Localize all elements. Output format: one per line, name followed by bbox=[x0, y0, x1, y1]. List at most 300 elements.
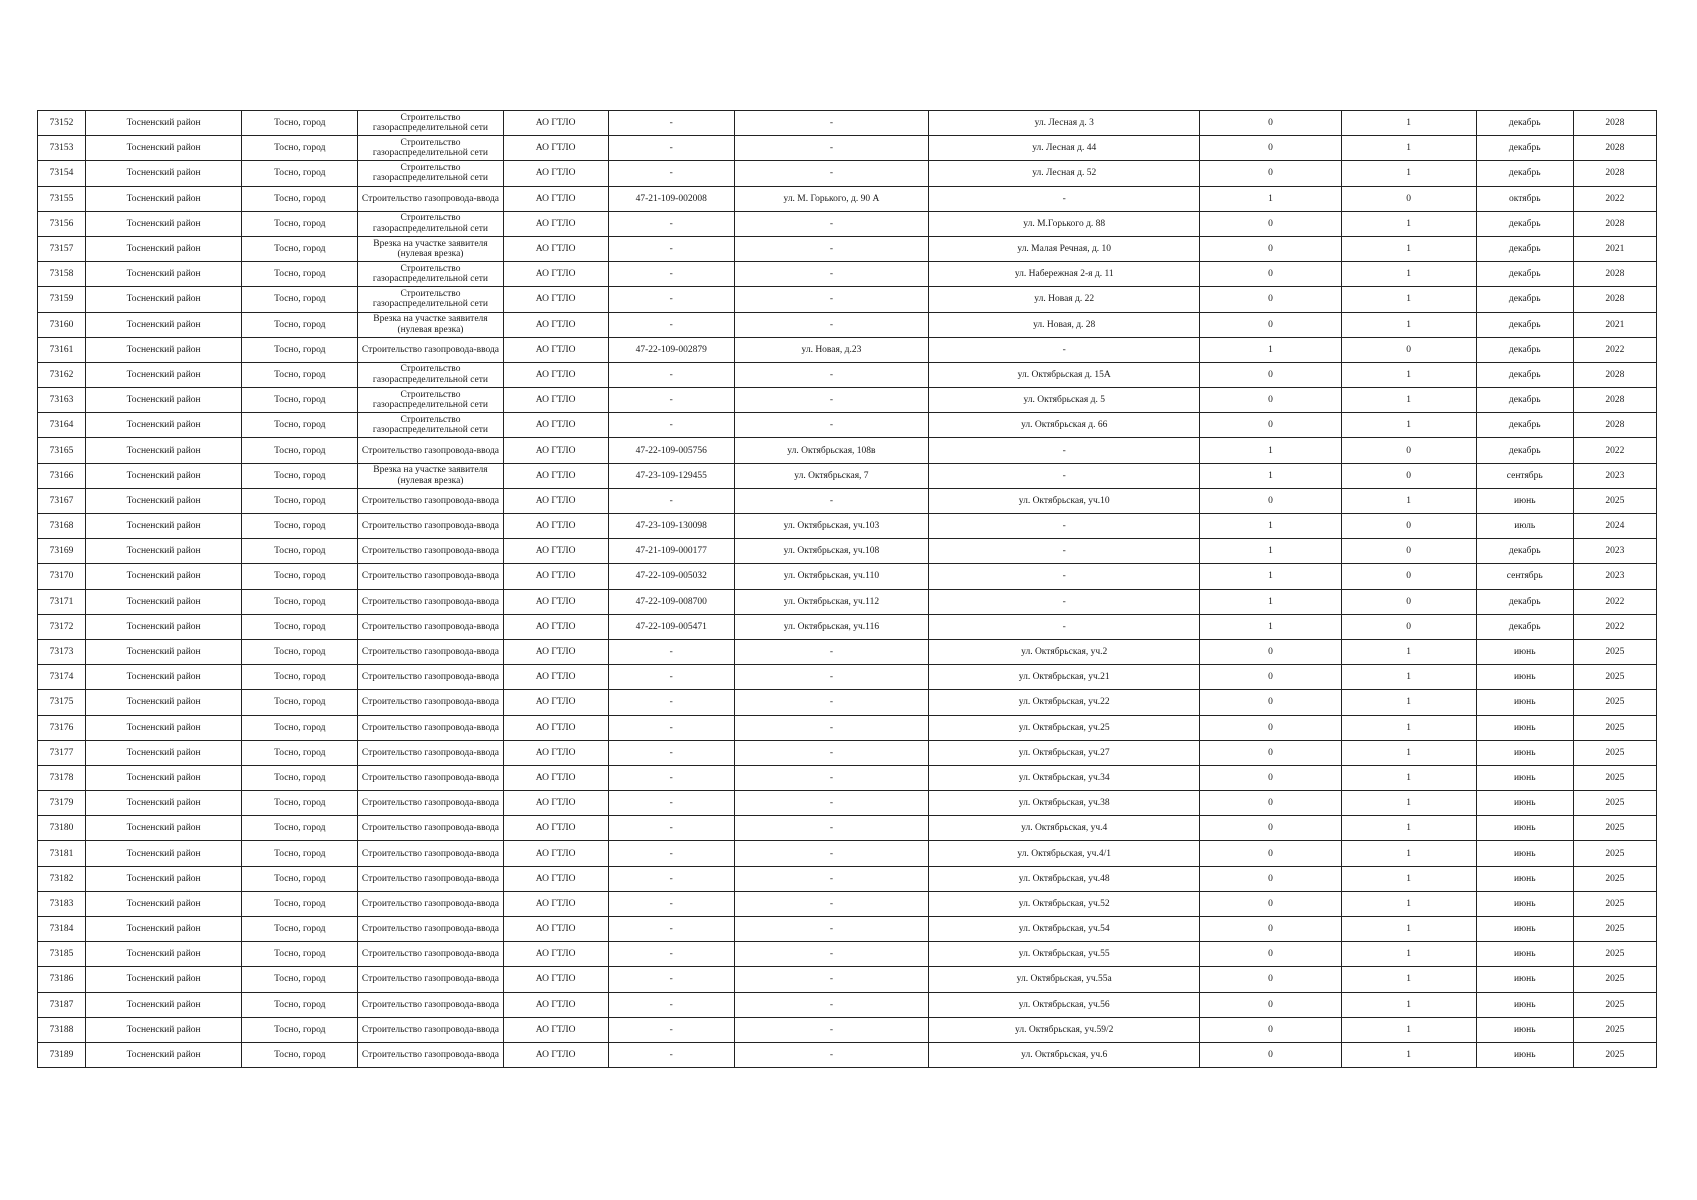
organization-cell: АО ГТЛО bbox=[503, 665, 608, 690]
district-cell: Тосненский район bbox=[86, 312, 242, 337]
year-cell: 2022 bbox=[1573, 614, 1656, 639]
locality-cell: Тосно, город bbox=[242, 614, 358, 639]
request-number-cell: - bbox=[608, 413, 734, 438]
table-row bbox=[38, 1017, 1657, 1042]
object-address-cell: ул. Октябрьская, уч.34 bbox=[929, 765, 1200, 790]
month-cell: декабрь bbox=[1476, 614, 1573, 639]
work-type-cell: Врезка на участке заявителя (нулевая врезка) bbox=[358, 312, 503, 337]
district-cell: Тосненский район bbox=[86, 463, 242, 488]
request-number-cell: - bbox=[608, 312, 734, 337]
row-id-cell: 73186 bbox=[38, 967, 86, 992]
row-id-cell: 73173 bbox=[38, 639, 86, 664]
count-b-cell: 1 bbox=[1341, 362, 1476, 387]
table-row bbox=[38, 917, 1657, 942]
year-cell: 2028 bbox=[1573, 388, 1656, 413]
month-cell: декабрь bbox=[1476, 211, 1573, 236]
work-type-cell: Строительство газораспределительной сети bbox=[358, 136, 503, 161]
work-type-cell: Строительство газопровода-ввода bbox=[358, 765, 503, 790]
locality-cell: Тосно, город bbox=[242, 791, 358, 816]
count-b-cell: 1 bbox=[1341, 841, 1476, 866]
request-number-cell: 47-22-109-002879 bbox=[608, 337, 734, 362]
applicant-address-cell: - bbox=[734, 262, 928, 287]
locality-cell: Тосно, город bbox=[242, 1017, 358, 1042]
organization-cell: АО ГТЛО bbox=[503, 211, 608, 236]
object-address-cell: - bbox=[929, 514, 1200, 539]
month-cell: июнь bbox=[1476, 791, 1573, 816]
year-cell: 2025 bbox=[1573, 665, 1656, 690]
work-type-cell: Строительство газопровода-ввода bbox=[358, 539, 503, 564]
row-id-cell: 73177 bbox=[38, 740, 86, 765]
count-b-cell: 1 bbox=[1341, 665, 1476, 690]
count-a-cell: 0 bbox=[1200, 1042, 1341, 1067]
organization-cell: АО ГТЛО bbox=[503, 1042, 608, 1067]
locality-cell: Тосно, город bbox=[242, 463, 358, 488]
month-cell: июнь bbox=[1476, 841, 1573, 866]
month-cell: октябрь bbox=[1476, 186, 1573, 211]
year-cell: 2028 bbox=[1573, 161, 1656, 186]
work-type-cell: Строительство газопровода-ввода bbox=[358, 740, 503, 765]
row-id-cell: 73156 bbox=[38, 211, 86, 236]
table-row bbox=[38, 992, 1657, 1017]
work-type-cell: Строительство газораспределительной сети bbox=[358, 161, 503, 186]
count-a-cell: 0 bbox=[1200, 690, 1341, 715]
work-type-cell: Строительство газопровода-ввода bbox=[358, 514, 503, 539]
year-cell: 2025 bbox=[1573, 967, 1656, 992]
month-cell: декабрь bbox=[1476, 413, 1573, 438]
count-b-cell: 1 bbox=[1341, 1042, 1476, 1067]
applicant-address-cell: - bbox=[734, 388, 928, 413]
locality-cell: Тосно, город bbox=[242, 136, 358, 161]
year-cell: 2025 bbox=[1573, 992, 1656, 1017]
organization-cell: АО ГТЛО bbox=[503, 816, 608, 841]
object-address-cell: ул. Лесная д. 3 bbox=[929, 111, 1200, 136]
request-number-cell: - bbox=[608, 740, 734, 765]
year-cell: 2024 bbox=[1573, 514, 1656, 539]
row-id-cell: 73188 bbox=[38, 1017, 86, 1042]
month-cell: декабрь bbox=[1476, 262, 1573, 287]
table-row bbox=[38, 539, 1657, 564]
organization-cell: АО ГТЛО bbox=[503, 791, 608, 816]
year-cell: 2025 bbox=[1573, 942, 1656, 967]
locality-cell: Тосно, город bbox=[242, 312, 358, 337]
locality-cell: Тосно, город bbox=[242, 1042, 358, 1067]
count-a-cell: 0 bbox=[1200, 816, 1341, 841]
year-cell: 2023 bbox=[1573, 539, 1656, 564]
object-address-cell: ул. Малая Речная, д. 10 bbox=[929, 236, 1200, 261]
organization-cell: АО ГТЛО bbox=[503, 866, 608, 891]
request-number-cell: - bbox=[608, 967, 734, 992]
locality-cell: Тосно, город bbox=[242, 639, 358, 664]
year-cell: 2023 bbox=[1573, 463, 1656, 488]
count-a-cell: 0 bbox=[1200, 161, 1341, 186]
request-number-cell: - bbox=[608, 765, 734, 790]
organization-cell: АО ГТЛО bbox=[503, 388, 608, 413]
locality-cell: Тосно, город bbox=[242, 186, 358, 211]
year-cell: 2025 bbox=[1573, 715, 1656, 740]
district-cell: Тосненский район bbox=[86, 715, 242, 740]
organization-cell: АО ГТЛО bbox=[503, 967, 608, 992]
applicant-address-cell: - bbox=[734, 488, 928, 513]
district-cell: Тосненский район bbox=[86, 1042, 242, 1067]
year-cell: 2025 bbox=[1573, 866, 1656, 891]
year-cell: 2025 bbox=[1573, 488, 1656, 513]
organization-cell: АО ГТЛО bbox=[503, 992, 608, 1017]
applicant-address-cell: - bbox=[734, 111, 928, 136]
row-id-cell: 73154 bbox=[38, 161, 86, 186]
district-cell: Тосненский район bbox=[86, 690, 242, 715]
object-address-cell: - bbox=[929, 589, 1200, 614]
year-cell: 2025 bbox=[1573, 765, 1656, 790]
district-cell: Тосненский район bbox=[86, 438, 242, 463]
request-number-cell: 47-21-109-000177 bbox=[608, 539, 734, 564]
applicant-address-cell: - bbox=[734, 816, 928, 841]
organization-cell: АО ГТЛО bbox=[503, 539, 608, 564]
locality-cell: Тосно, город bbox=[242, 841, 358, 866]
district-cell: Тосненский район bbox=[86, 337, 242, 362]
row-id-cell: 73170 bbox=[38, 564, 86, 589]
year-cell: 2028 bbox=[1573, 262, 1656, 287]
work-type-cell: Строительство газопровода-ввода bbox=[358, 614, 503, 639]
locality-cell: Тосно, город bbox=[242, 967, 358, 992]
applicant-address-cell: ул. Октябрьская, уч.103 bbox=[734, 514, 928, 539]
table-row bbox=[38, 438, 1657, 463]
count-b-cell: 1 bbox=[1341, 287, 1476, 312]
object-address-cell: ул. Октябрьская д. 15А bbox=[929, 362, 1200, 387]
request-number-cell: - bbox=[608, 262, 734, 287]
work-type-cell: Строительство газораспределительной сети bbox=[358, 111, 503, 136]
locality-cell: Тосно, город bbox=[242, 690, 358, 715]
count-a-cell: 0 bbox=[1200, 791, 1341, 816]
table-row bbox=[38, 791, 1657, 816]
object-address-cell: - bbox=[929, 438, 1200, 463]
count-b-cell: 1 bbox=[1341, 236, 1476, 261]
request-number-cell: - bbox=[608, 211, 734, 236]
count-a-cell: 0 bbox=[1200, 866, 1341, 891]
work-type-cell: Строительство газопровода-ввода bbox=[358, 665, 503, 690]
count-a-cell: 0 bbox=[1200, 136, 1341, 161]
count-a-cell: 0 bbox=[1200, 488, 1341, 513]
organization-cell: АО ГТЛО bbox=[503, 564, 608, 589]
work-type-cell: Строительство газопровода-ввода bbox=[358, 866, 503, 891]
table-row bbox=[38, 967, 1657, 992]
request-number-cell: 47-21-109-002008 bbox=[608, 186, 734, 211]
month-cell: июнь bbox=[1476, 715, 1573, 740]
year-cell: 2021 bbox=[1573, 236, 1656, 261]
organization-cell: АО ГТЛО bbox=[503, 1017, 608, 1042]
request-number-cell: - bbox=[608, 488, 734, 513]
row-id-cell: 73189 bbox=[38, 1042, 86, 1067]
work-type-cell: Строительство газопровода-ввода bbox=[358, 816, 503, 841]
district-cell: Тосненский район bbox=[86, 1017, 242, 1042]
locality-cell: Тосно, город bbox=[242, 715, 358, 740]
count-b-cell: 1 bbox=[1341, 917, 1476, 942]
month-cell: декабрь bbox=[1476, 337, 1573, 362]
count-a-cell: 1 bbox=[1200, 186, 1341, 211]
locality-cell: Тосно, город bbox=[242, 665, 358, 690]
work-type-cell: Строительство газопровода-ввода bbox=[358, 186, 503, 211]
work-type-cell: Строительство газопровода-ввода bbox=[358, 891, 503, 916]
month-cell: июнь bbox=[1476, 816, 1573, 841]
row-id-cell: 73179 bbox=[38, 791, 86, 816]
work-type-cell: Строительство газораспределительной сети bbox=[358, 211, 503, 236]
object-address-cell: ул. Октябрьская д. 5 bbox=[929, 388, 1200, 413]
organization-cell: АО ГТЛО bbox=[503, 136, 608, 161]
district-cell: Тосненский район bbox=[86, 111, 242, 136]
count-a-cell: 0 bbox=[1200, 992, 1341, 1017]
count-a-cell: 1 bbox=[1200, 463, 1341, 488]
request-number-cell: 47-22-109-005756 bbox=[608, 438, 734, 463]
organization-cell: АО ГТЛО bbox=[503, 186, 608, 211]
table-row bbox=[38, 211, 1657, 236]
count-b-cell: 1 bbox=[1341, 161, 1476, 186]
object-address-cell: ул. Октябрьская, уч.22 bbox=[929, 690, 1200, 715]
row-id-cell: 73181 bbox=[38, 841, 86, 866]
locality-cell: Тосно, город bbox=[242, 740, 358, 765]
count-a-cell: 0 bbox=[1200, 841, 1341, 866]
row-id-cell: 73169 bbox=[38, 539, 86, 564]
count-b-cell: 1 bbox=[1341, 816, 1476, 841]
object-address-cell: ул. Октябрьская, уч.27 bbox=[929, 740, 1200, 765]
locality-cell: Тосно, город bbox=[242, 236, 358, 261]
district-cell: Тосненский район bbox=[86, 665, 242, 690]
count-b-cell: 1 bbox=[1341, 1017, 1476, 1042]
locality-cell: Тосно, город bbox=[242, 514, 358, 539]
document-page bbox=[37, 110, 1657, 1068]
month-cell: декабрь bbox=[1476, 388, 1573, 413]
count-b-cell: 1 bbox=[1341, 413, 1476, 438]
table-row bbox=[38, 236, 1657, 261]
request-number-cell: - bbox=[608, 715, 734, 740]
organization-cell: АО ГТЛО bbox=[503, 312, 608, 337]
row-id-cell: 73182 bbox=[38, 866, 86, 891]
count-b-cell: 0 bbox=[1341, 186, 1476, 211]
row-id-cell: 73174 bbox=[38, 665, 86, 690]
count-a-cell: 0 bbox=[1200, 967, 1341, 992]
applicant-address-cell: - bbox=[734, 992, 928, 1017]
year-cell: 2022 bbox=[1573, 589, 1656, 614]
count-b-cell: 1 bbox=[1341, 488, 1476, 513]
object-address-cell: ул. Октябрьская, уч.38 bbox=[929, 791, 1200, 816]
work-type-cell: Строительство газораспределительной сети bbox=[358, 362, 503, 387]
year-cell: 2025 bbox=[1573, 917, 1656, 942]
work-type-cell: Строительство газопровода-ввода bbox=[358, 589, 503, 614]
locality-cell: Тосно, город bbox=[242, 262, 358, 287]
organization-cell: АО ГТЛО bbox=[503, 236, 608, 261]
row-id-cell: 73155 bbox=[38, 186, 86, 211]
row-id-cell: 73160 bbox=[38, 312, 86, 337]
locality-cell: Тосно, город bbox=[242, 211, 358, 236]
object-address-cell: ул. Набережная 2-я д. 11 bbox=[929, 262, 1200, 287]
work-type-cell: Строительство газопровода-ввода bbox=[358, 917, 503, 942]
district-cell: Тосненский район bbox=[86, 891, 242, 916]
year-cell: 2025 bbox=[1573, 639, 1656, 664]
count-a-cell: 0 bbox=[1200, 1017, 1341, 1042]
table-row bbox=[38, 262, 1657, 287]
year-cell: 2028 bbox=[1573, 111, 1656, 136]
object-address-cell: ул. Октябрьская, уч.52 bbox=[929, 891, 1200, 916]
work-type-cell: Строительство газопровода-ввода bbox=[358, 791, 503, 816]
table-row bbox=[38, 463, 1657, 488]
row-id-cell: 73175 bbox=[38, 690, 86, 715]
object-address-cell: ул. Октябрьская, уч.55 bbox=[929, 942, 1200, 967]
organization-cell: АО ГТЛО bbox=[503, 765, 608, 790]
count-b-cell: 0 bbox=[1341, 438, 1476, 463]
request-number-cell: - bbox=[608, 1017, 734, 1042]
applicant-address-cell: - bbox=[734, 715, 928, 740]
organization-cell: АО ГТЛО bbox=[503, 715, 608, 740]
object-address-cell: - bbox=[929, 614, 1200, 639]
organization-cell: АО ГТЛО bbox=[503, 614, 608, 639]
row-id-cell: 73171 bbox=[38, 589, 86, 614]
row-id-cell: 73153 bbox=[38, 136, 86, 161]
row-id-cell: 73167 bbox=[38, 488, 86, 513]
row-id-cell: 73165 bbox=[38, 438, 86, 463]
count-a-cell: 1 bbox=[1200, 514, 1341, 539]
organization-cell: АО ГТЛО bbox=[503, 841, 608, 866]
year-cell: 2025 bbox=[1573, 1017, 1656, 1042]
count-a-cell: 1 bbox=[1200, 589, 1341, 614]
object-address-cell: - bbox=[929, 463, 1200, 488]
month-cell: июнь bbox=[1476, 765, 1573, 790]
year-cell: 2025 bbox=[1573, 816, 1656, 841]
district-cell: Тосненский район bbox=[86, 186, 242, 211]
district-cell: Тосненский район bbox=[86, 992, 242, 1017]
applicant-address-cell: - bbox=[734, 312, 928, 337]
count-b-cell: 1 bbox=[1341, 891, 1476, 916]
locality-cell: Тосно, город bbox=[242, 111, 358, 136]
table-row bbox=[38, 589, 1657, 614]
applicant-address-cell: ул. Октябрьская, уч.116 bbox=[734, 614, 928, 639]
year-cell: 2025 bbox=[1573, 791, 1656, 816]
table-row bbox=[38, 866, 1657, 891]
district-cell: Тосненский район bbox=[86, 942, 242, 967]
request-number-cell: - bbox=[608, 388, 734, 413]
applicant-address-cell: - bbox=[734, 1017, 928, 1042]
count-b-cell: 1 bbox=[1341, 211, 1476, 236]
applicant-address-cell: ул. Октябрьская, уч.108 bbox=[734, 539, 928, 564]
work-type-cell: Строительство газораспределительной сети bbox=[358, 262, 503, 287]
work-type-cell: Строительство газопровода-ввода bbox=[358, 841, 503, 866]
applicant-address-cell: - bbox=[734, 1042, 928, 1067]
table-row bbox=[38, 111, 1657, 136]
table-row bbox=[38, 186, 1657, 211]
locality-cell: Тосно, город bbox=[242, 992, 358, 1017]
district-cell: Тосненский район bbox=[86, 917, 242, 942]
row-id-cell: 73172 bbox=[38, 614, 86, 639]
count-b-cell: 0 bbox=[1341, 589, 1476, 614]
locality-cell: Тосно, город bbox=[242, 866, 358, 891]
year-cell: 2025 bbox=[1573, 690, 1656, 715]
applicant-address-cell: ул. Октябрьская, 108в bbox=[734, 438, 928, 463]
district-cell: Тосненский район bbox=[86, 564, 242, 589]
month-cell: июнь bbox=[1476, 992, 1573, 1017]
month-cell: декабрь bbox=[1476, 539, 1573, 564]
month-cell: декабрь bbox=[1476, 312, 1573, 337]
count-b-cell: 1 bbox=[1341, 967, 1476, 992]
request-number-cell: - bbox=[608, 816, 734, 841]
locality-cell: Тосно, город bbox=[242, 362, 358, 387]
count-a-cell: 0 bbox=[1200, 715, 1341, 740]
organization-cell: АО ГТЛО bbox=[503, 589, 608, 614]
count-b-cell: 1 bbox=[1341, 262, 1476, 287]
month-cell: декабрь bbox=[1476, 161, 1573, 186]
district-cell: Тосненский район bbox=[86, 211, 242, 236]
applicant-address-cell: - bbox=[734, 841, 928, 866]
row-id-cell: 73164 bbox=[38, 413, 86, 438]
request-number-cell: - bbox=[608, 1042, 734, 1067]
district-cell: Тосненский район bbox=[86, 539, 242, 564]
count-b-cell: 1 bbox=[1341, 312, 1476, 337]
object-address-cell: ул. Октябрьская, уч.4/1 bbox=[929, 841, 1200, 866]
table-row bbox=[38, 715, 1657, 740]
object-address-cell: ул. Октябрьская, уч.59/2 bbox=[929, 1017, 1200, 1042]
applicant-address-cell: - bbox=[734, 891, 928, 916]
table-row bbox=[38, 690, 1657, 715]
work-type-cell: Строительство газораспределительной сети bbox=[358, 287, 503, 312]
applicant-address-cell: - bbox=[734, 136, 928, 161]
month-cell: июнь bbox=[1476, 1017, 1573, 1042]
district-cell: Тосненский район bbox=[86, 614, 242, 639]
locality-cell: Тосно, город bbox=[242, 161, 358, 186]
year-cell: 2022 bbox=[1573, 337, 1656, 362]
request-number-cell: 47-22-109-005032 bbox=[608, 564, 734, 589]
count-a-cell: 1 bbox=[1200, 539, 1341, 564]
count-b-cell: 1 bbox=[1341, 388, 1476, 413]
month-cell: июнь bbox=[1476, 866, 1573, 891]
table-row bbox=[38, 816, 1657, 841]
row-id-cell: 73187 bbox=[38, 992, 86, 1017]
work-type-cell: Строительство газопровода-ввода bbox=[358, 488, 503, 513]
district-cell: Тосненский район bbox=[86, 287, 242, 312]
request-number-cell: - bbox=[608, 287, 734, 312]
count-a-cell: 0 bbox=[1200, 211, 1341, 236]
district-cell: Тосненский район bbox=[86, 236, 242, 261]
applicant-address-cell: - bbox=[734, 362, 928, 387]
count-b-cell: 1 bbox=[1341, 942, 1476, 967]
object-address-cell: ул. Лесная д. 44 bbox=[929, 136, 1200, 161]
gasification-table bbox=[37, 110, 1657, 1068]
applicant-address-cell: - bbox=[734, 639, 928, 664]
locality-cell: Тосно, город bbox=[242, 388, 358, 413]
applicant-address-cell: - bbox=[734, 866, 928, 891]
month-cell: декабрь bbox=[1476, 438, 1573, 463]
table-row bbox=[38, 337, 1657, 362]
object-address-cell: ул. Октябрьская, уч.55а bbox=[929, 967, 1200, 992]
applicant-address-cell: - bbox=[734, 665, 928, 690]
row-id-cell: 73180 bbox=[38, 816, 86, 841]
month-cell: июнь bbox=[1476, 942, 1573, 967]
applicant-address-cell: - bbox=[734, 211, 928, 236]
request-number-cell: 47-23-109-130098 bbox=[608, 514, 734, 539]
count-b-cell: 1 bbox=[1341, 690, 1476, 715]
count-b-cell: 1 bbox=[1341, 111, 1476, 136]
applicant-address-cell: - bbox=[734, 236, 928, 261]
request-number-cell: - bbox=[608, 791, 734, 816]
count-a-cell: 1 bbox=[1200, 614, 1341, 639]
count-b-cell: 1 bbox=[1341, 639, 1476, 664]
district-cell: Тосненский район bbox=[86, 765, 242, 790]
object-address-cell: ул. Лесная д. 52 bbox=[929, 161, 1200, 186]
locality-cell: Тосно, город bbox=[242, 942, 358, 967]
request-number-cell: - bbox=[608, 111, 734, 136]
count-b-cell: 1 bbox=[1341, 791, 1476, 816]
request-number-cell: - bbox=[608, 841, 734, 866]
month-cell: сентябрь bbox=[1476, 564, 1573, 589]
month-cell: декабрь bbox=[1476, 362, 1573, 387]
applicant-address-cell: - bbox=[734, 791, 928, 816]
row-id-cell: 73176 bbox=[38, 715, 86, 740]
row-id-cell: 73178 bbox=[38, 765, 86, 790]
